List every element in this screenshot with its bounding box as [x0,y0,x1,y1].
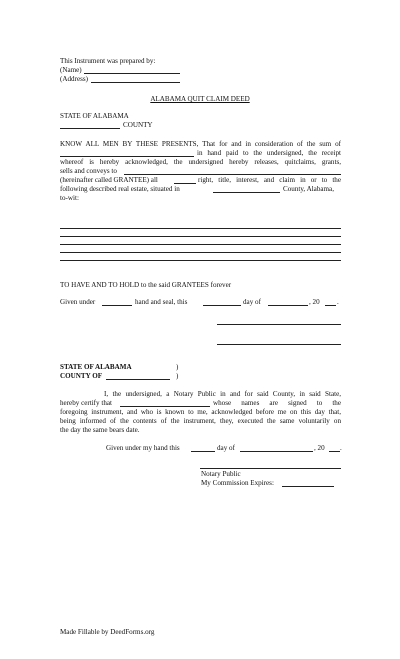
notary-county-field[interactable] [106,379,170,380]
notary-county-label: COUNTY OF [60,372,103,380]
prepared-by-heading: This Instrument was prepared by: [60,57,156,65]
commission-expires-field[interactable] [282,486,334,487]
interest-field[interactable] [174,183,196,184]
body-line-6a: following described real estate, situated in [60,185,180,193]
legal-description-line-1[interactable] [60,228,341,229]
consideration-field[interactable] [60,156,194,157]
legal-description-line-5[interactable] [60,260,341,261]
legal-description-line-2[interactable] [60,236,341,237]
notary-state-paren: ) [176,363,179,371]
county-label: COUNTY [123,121,153,129]
grantee-field[interactable] [124,174,341,175]
state-label: STATE OF ALABAMA [60,112,129,120]
day-field[interactable] [203,305,241,306]
ack-line-2a: hereby certify that [60,399,112,407]
name-field[interactable] [84,73,180,74]
day-of-label: day of [243,298,261,306]
notary-county-paren: ) [176,372,179,380]
notary-year-field[interactable] [329,451,340,452]
habendum-clause: TO HAVE AND TO HOLD to the said GRANTEES forever [60,281,232,289]
body-line-6b: County, Alabama, [283,185,334,193]
legal-description-line-3[interactable] [60,244,341,245]
ack-names-field[interactable] [120,406,210,407]
body-line-5a: (hereinafter called GRANTEE) all [60,176,158,184]
notary-state-label: STATE OF ALABAMA [60,363,132,371]
signature-line-1[interactable] [217,324,341,325]
notary-given-label: Given under my hand this [106,444,180,452]
body-line-2: in hand paid to the undersigned, the receipt [197,149,341,157]
address-field[interactable] [91,82,180,83]
given-under-label: Given under [60,298,96,306]
ack-line-3: foregoing instrument, and who is known to me, acknowledged before me on this day that, [60,408,341,416]
ack-line-5: the day the same bears date. [60,426,140,434]
address-label: (Address) [60,75,88,83]
body-line-4: sells and conveys to [60,167,117,175]
body-line-7: to-wit: [60,194,79,202]
ack-line-2b: whose names are signed to the [213,399,341,407]
notary-signature-line[interactable] [200,468,341,469]
period: . [337,298,339,306]
notary-month-field[interactable] [240,451,313,452]
ack-line-1: I, the undersigned, a Notary Public in and for said County, in said State, [104,390,341,398]
body-line-1: KNOW ALL MEN BY THESE PRESENTS, That for and in consideration of the sum of [60,140,341,148]
document-title: ALABAMA QUIT CLAIM DEED [150,95,250,103]
hand-seal-label: hand and seal, this [135,298,188,306]
year-prefix: , 20 [309,298,320,306]
name-label: (Name) [60,66,82,74]
county-field[interactable] [60,128,120,129]
notary-day-field[interactable] [191,451,215,452]
body-line-3: whereof is hereby acknowledged, the undersigned hereby releases, quitclaims, grants, [60,158,341,166]
year-field[interactable] [325,305,336,306]
notary-period: . [340,444,342,452]
legal-description-line-4[interactable] [60,252,341,253]
month-field[interactable] [268,305,308,306]
given-under-field[interactable] [102,305,132,306]
commission-expires-label: My Commission Expires: [201,479,274,487]
footer-text: Made Fillable by DeedForms.org [60,628,155,636]
signature-line-2[interactable] [217,344,341,345]
notary-day-of-label: day of [217,444,235,452]
body-line-5b: right, title, interest, and claim in or to the [198,176,341,184]
notary-year-prefix: , 20 [314,444,325,452]
notary-public-label: Notary Public [201,470,241,478]
county-situated-field[interactable] [213,192,280,193]
ack-line-4: being informed of the contents of the instrument, they, executed the same voluntarily on [60,417,341,425]
